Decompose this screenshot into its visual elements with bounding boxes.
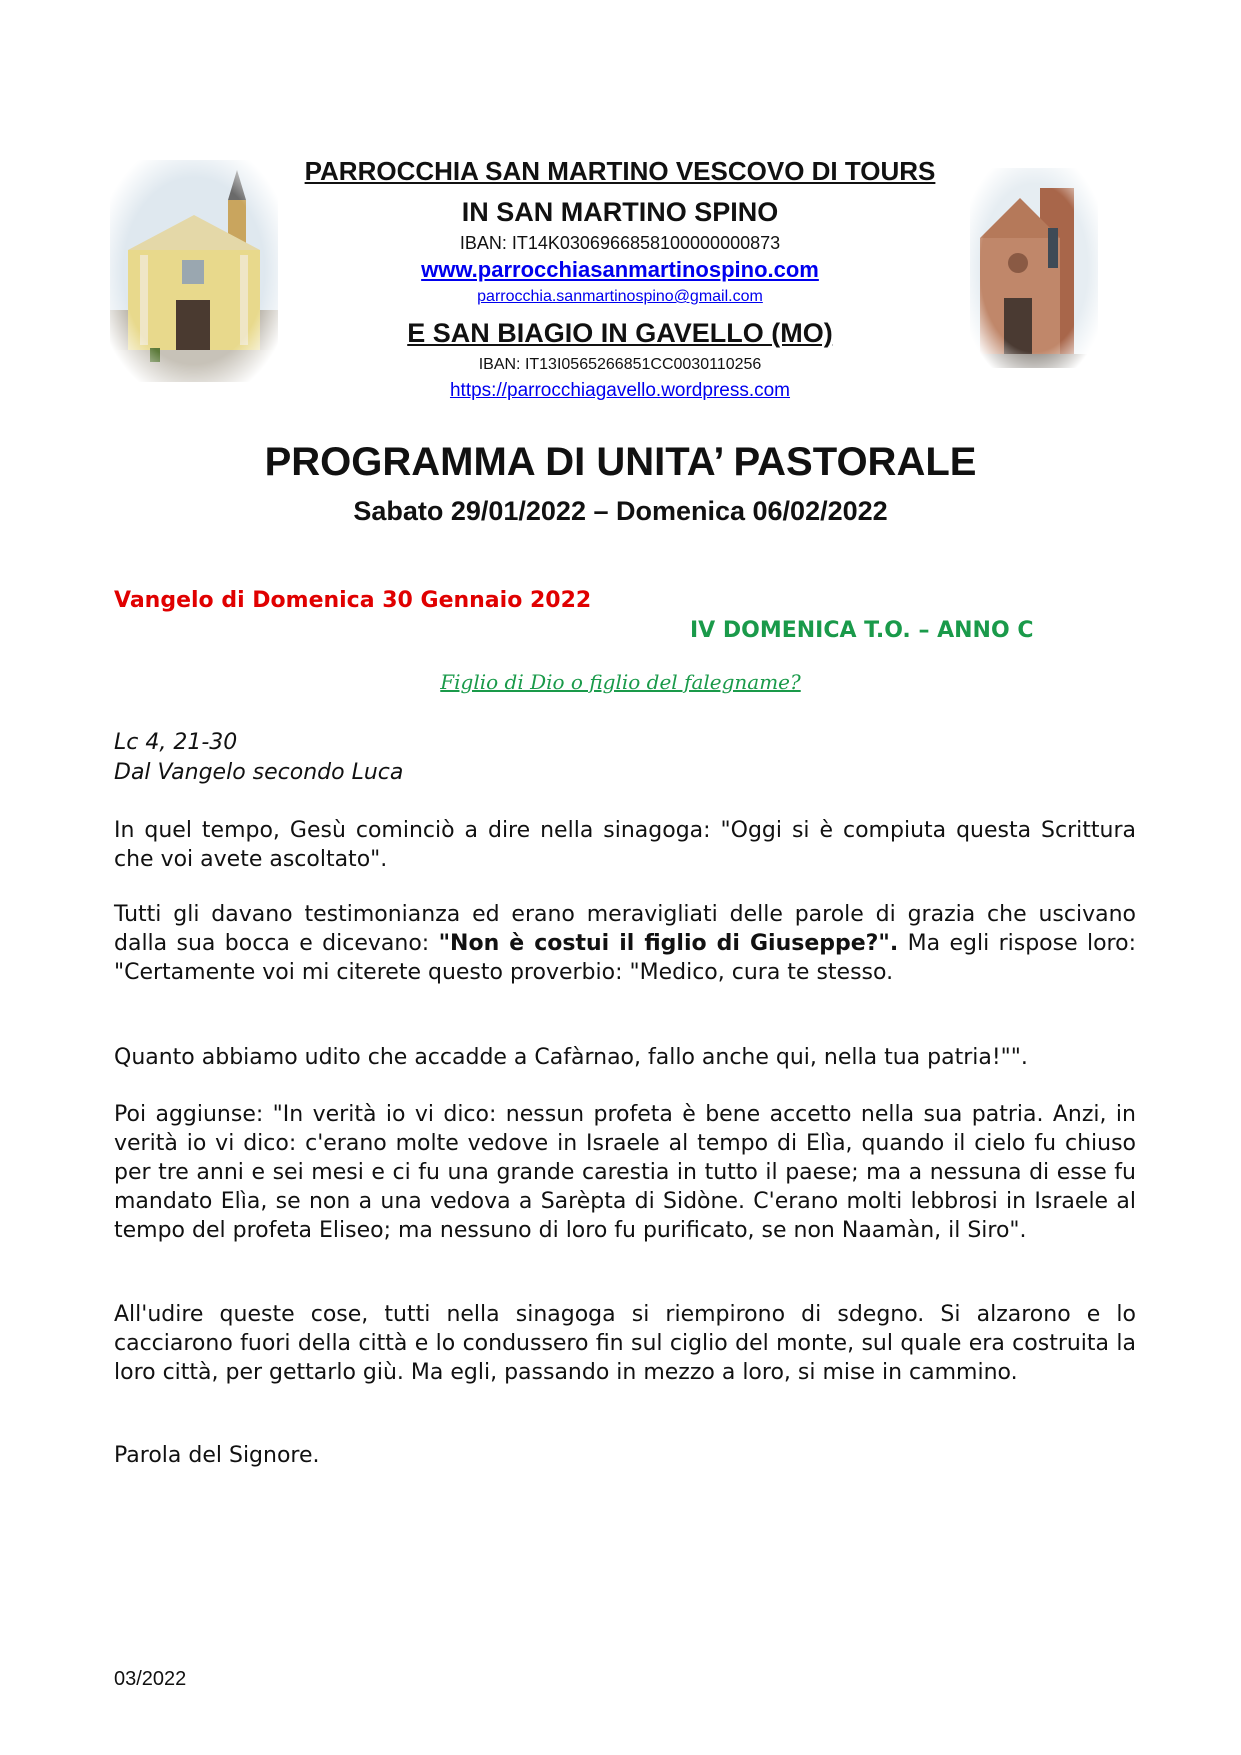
church-san-biagio-photo [970,168,1098,368]
gospel-heading: Vangelo di Domenica 30 Gennaio 2022 [114,588,592,613]
p2-text-after: Ma egli rispose loro: "Certamente voi mi citerete questo proverbio: "Medico, cura te stesso. [114,931,1136,985]
parish-name-line1: PARROCCHIA SAN MARTINO VESCOVO DI TOURS [304,156,936,186]
gospel-subtitle: Figlio di Dio o figlio del falegname? [440,670,801,694]
gospel-paragraph-5: All'udire queste cose, tutti nella sinagoga si riempirono di sdegno. Si alzarono e lo cacciarono fuori della città e lo condussero fin sul ciglio del monte, sul quale era costruita la loro città, per gettarlo giù. Ma egli, passando in mezzo a loro, si mise in cammino. [114,1302,1136,1385]
p2-quote-bold: "Non è costui il figlio di Giuseppe?". [438,931,899,956]
email-link[interactable]: parrocchia.sanmartinospino@gmail.com [477,288,763,305]
parish-name-line2: IN SAN MARTINO SPINO [461,197,779,227]
page-footer: 03/2022 [114,1668,187,1690]
gospel-reference: Lc 4, 21-30 [114,730,238,755]
website-gavello-link[interactable]: https://parrocchiagavello.wordpress.com [449,380,791,401]
gospel-paragraph-4: Poi aggiunse: "In verità io vi dico: nessun profeta è bene accetto nella sua patria. Anzi, in verità io vi dico: c'erano molte vedove in Israele al tempo di Elìa, quando il cielo fu chiuso per tre anni e sei mesi e ci fu una grande carestia in tutto il paese; ma a nessuna di esse fu mandato Elìa, se non a una vedova a Sarèpta di Sidòne. C'erano molti lebbrosi in Israele al tempo del profeta Eliseo; ma nessuno di loro fu purificato, se non Naamàn, il Siro". [114,1102,1136,1243]
page-title: PROGRAMMA DI UNITA’ PASTORALE [264,440,977,484]
gospel-paragraph-2 [114,900,1136,987]
iban-san-martino: IBAN: IT14K0306966858100000000873 [459,233,781,253]
website-san-martino-link[interactable]: www.parrocchiasanmartinospino.com [421,257,819,282]
gospel-closing: Parola del Signore. [114,1443,320,1468]
gospel-paragraph-1: In quel tempo, Gesù cominciò a dire nella sinagoga: "Oggi si è compiuta questa Scrittura che voi avete ascoltato". [114,818,1136,872]
parish-name-line3: E SAN BIAGIO IN GAVELLO (MO) [407,318,833,348]
church-san-martino-photo [110,160,278,382]
date-range: Sabato 29/01/2022 – Domenica 06/02/2022 [353,496,888,526]
iban-san-biagio: IBAN: IT13I0565266851CC0030110256 [478,356,762,373]
gospel-source: Dal Vangelo secondo Luca [114,760,404,785]
liturgy-label: IV DOMENICA T.O. – ANNO C [690,618,1034,643]
p2-text-before: Tutti gli davano testimonianza ed erano meravigliati delle parole di grazia che uscivano dalla sua bocca e dicevano: [114,902,1136,956]
gospel-paragraph-3: Quanto abbiamo udito che accadde a Cafàrnao, fallo anche qui, nella tua patria!"". [114,1045,1028,1070]
